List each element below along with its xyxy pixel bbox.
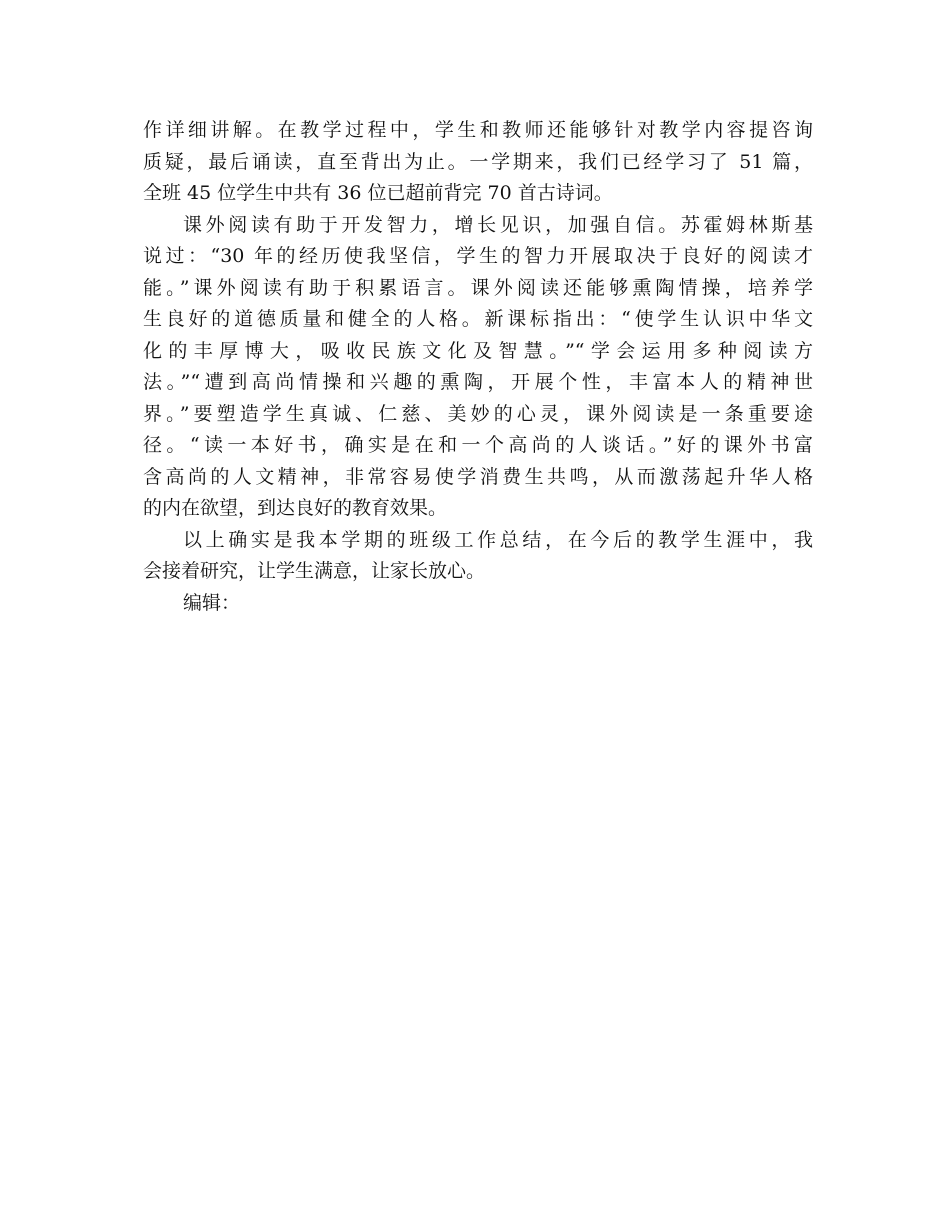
- text-line: 以上确实是我本学期的班级工作总结，在今后的教学生涯中，我: [183, 528, 813, 551]
- text-line: 全班 45 位学生中共有 36 位已超前背完 70 首古诗词。: [143, 182, 613, 204]
- text-line: 课外阅读有助于开发智力，增长见识，加强自信。苏霍姆林斯基: [183, 213, 813, 236]
- text-line: 会接着研究，让学生满意，让家长放心。: [143, 560, 486, 582]
- text-line: 质疑，最后诵读，直至背出为止。一学期来，我们已经学习了 51 篇，: [143, 150, 813, 173]
- paragraph-1: [143, 115, 813, 210]
- document-body: [143, 115, 813, 619]
- text-line: 作详细讲解。在教学过程中，学生和教师还能够针对教学内容提咨询: [143, 119, 813, 141]
- paragraph-2: [143, 210, 813, 525]
- text-line: 能。”课外阅读有助于积累语言。课外阅读还能够熏陶情操，培养学: [143, 276, 813, 299]
- text-line: 径。“读一本好书，确实是在和一个高尚的人谈话。”好的课外书富: [143, 434, 813, 456]
- text-line: 界。”要塑造学生真诚、仁慈、美妙的心灵，课外阅读是一条重要途: [143, 402, 813, 425]
- text-line: 的内在欲望，到达良好的教育效果。: [143, 497, 448, 519]
- paragraph-3: [143, 525, 813, 588]
- text-line: 说过：“30 年的经历使我坚信，学生的智力开展取决于良好的阅读才: [143, 245, 813, 267]
- signoff-label: 编辑：: [183, 591, 241, 614]
- text-line: 含高尚的人文精神，非常容易使学消费生共鸣，从而激荡起升华人格: [143, 465, 813, 488]
- text-line: 化的丰厚博大，吸收民族文化及智慧。”“学会运用多种阅读方: [143, 339, 813, 362]
- text-line: 法。”“遭到高尚情操和兴趣的熏陶，开展个性，丰富本人的精神世: [143, 371, 813, 393]
- text-line: 生良好的道德质量和健全的人格。新课标指出：“使学生认识中华文: [143, 308, 813, 330]
